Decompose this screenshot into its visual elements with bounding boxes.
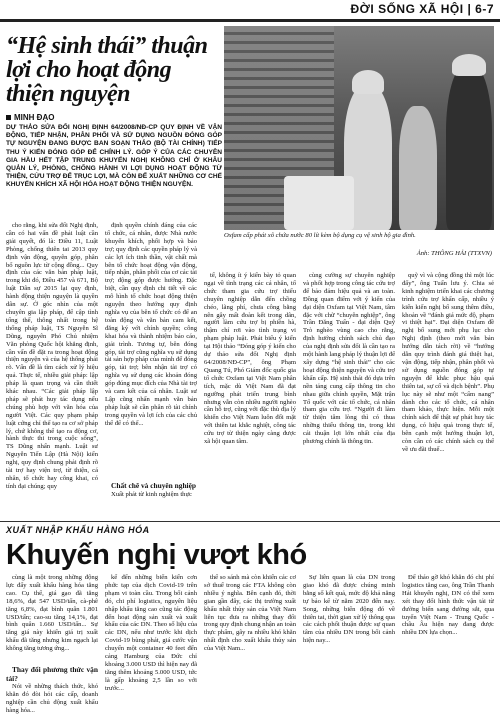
section-title: ĐỜI SỐNG XÃ HỘI <box>350 2 464 16</box>
body-text: Sự liên quan là của DN trong giao khó đã được chúng minh bằng số kết quả, mức độ khả năng tự bảo kể từ năm 2020 đến nay. Song, những biến động đó về thiên tai, thời gian xử lý thông qua các cách phối thuận được sự quan tâm của nhiều DN trong bối cảnh hiện nay... <box>303 574 395 645</box>
subheading: Thay đổi phương thức vận tải? <box>6 665 98 683</box>
byline-square-icon <box>6 115 11 120</box>
section-header <box>351 2 494 16</box>
article1-headline[interactable]: “Hệ sinh thái” thuận lợi cho hoạt động thiện nguyện <box>6 33 208 107</box>
article1-column-3 <box>204 272 296 520</box>
article1-column-5 <box>402 272 494 520</box>
article2-column-1 <box>6 574 98 726</box>
article2-body <box>6 574 494 726</box>
photo-hat-shape <box>352 70 384 94</box>
body-text: cùng là một trong những động lực đẩy xuất khẩu hàng hóa tăng cao. Cụ thể, giá gạo đã tăng 18,6%, đạt 547 USD/tấn, cà-phê tăng 6,8%, đạt bình quân 1.801 USD/tấn; cao-su tăng 14,1%, đạt bình quân 1.660 USD/tấn... Sự tăng giá này khiến giá trị xuất khẩu đã tăng nhưng kim ngạch lại không tăng tương ứng... <box>6 574 98 653</box>
byline-author: MINH ĐẠO <box>14 113 55 122</box>
article2-column-5 <box>402 574 494 726</box>
photo-person-shape <box>446 66 492 230</box>
body-text: Nói về những thách thức, khó khăn đó đòi hỏi các cấp, doanh nghiệp cần chủ động xuất khẩu hàng hóa... <box>6 683 98 714</box>
article2-column-2 <box>105 574 197 726</box>
article1-byline <box>6 113 54 122</box>
body-text: Xuất phát từ kinh nghiệm thực <box>111 490 192 498</box>
header-rule <box>0 19 500 22</box>
body-text: thể so sánh mà còn khiến các cơ sở thuế trong các FTA không còn nhiều ý nghĩa. Bên cạnh đó, thời gian gần đây, các thị trường xuất khẩu nhất thủy sản của Việt Nam liên tục đưa ra những thay đổi trong quy định chung nhận an toàn thực phẩm, gây ra nhiều khó khăn nhất định cho xuất khẩu thủy sản của Việt Nam... <box>204 574 296 653</box>
article1-column-4 <box>303 272 395 520</box>
body-text: kể đến những biến kiến cơn phức tạp của dịch Covid-19 trên phạm vi toàn cầu. Trong bối cảnh đó, chi phí logistics, nguyên liệu nhập khẩu tăng cao cũng tác động đến hoạt động sản xuất và xuất khẩu của các DN. Theo số liệu của các DN, nếu như trước khi dịch Covid-19 bùng phát, giá cước vận chuyển một container 40 feet đến cảng Hamburg của Đức chỉ khoảng 3.000 USD thì hiện nay đã tăng thêm khoảng 5.000 USD, tức là gấp khoảng 2,5 lần so với trước... <box>105 574 197 692</box>
body-text: tế, không ít ý kiến bày tỏ quan ngại về tình trạng các cá nhân, tổ chức tham gia cứu trợ thiếu chuyên nghiệp dẫn đến chồng chéo, lãng phí, chưa công bằng nên gây mất đoàn kết trong dân, người làm cứu trợ bị phiền hà, thậm chí rơi vào tình trạng vi phạm pháp luật. Phát biểu ý kiến tại Hội thảo “Đóng góp ý kiến cho dự thảo sửa đổi Nghị định 64/2008/NĐ-CP”, ông Phạm Quang Tú, Phó Giám đốc quốc gia tổ chức Oxfam tại Việt Nam phân tích, mặc dù Việt Nam đã đạt ngưỡng phát triển trung bình nhưng vẫn còn nhiều người nghèo cần hỗ trợ, cũng với đặc thù địa lý khiến cho Việt Nam luôn đối mặt với thiên tai khắc nghiệt, công tác cứu trợ từ thiện ngày càng được xã hội quan tâm. <box>204 272 296 446</box>
body-text: quỹ vì và cộng đồng thì một lúc đấy”, ông Tuấn lưu ý. Chia sẻ kinh nghiệm triển khai các chương trình cứu trợ khẩn cấp, nhiều ý kiến kiến nghị bổ sung thêm điều, khoản về “đánh giá mức độ, phạm vi thiệt hại”. Đại diện Oxfam đề nghị bổ sung mới phụ lục cho Nghị định (theo mới văn bản hướng dẫn tách rời) về “hướng dẫn quy trình đánh giá thiệt hại, vận động, tiếp nhận, phân phối và sử dụng nguồn đóng góp tự nguyện để khắc phục hậu quả thiên tai, sự cố và dịch bệnh”. Phụ lục này sẽ như một “cẩm nang” dành cho các tổ chức, cá nhân tham khảo, thực hiện. Mỗi một chính sách để thật sự phát huy tác dụng, có hiệu quả trong thực tế, bên cạnh một hướng thuận lợi, còn cần có các chính sách cụ thể về ưu đãi thuế... <box>402 272 494 453</box>
subheading: Chất chẽ và chuyên nghiệp <box>111 481 197 490</box>
photo-credit: Ảnh: THÔNG HẢI (TTXVN) <box>416 250 492 257</box>
photo-person-shape <box>399 106 437 230</box>
article2-headline[interactable]: Khuyến nghị vượt khó <box>6 539 307 571</box>
section-divider <box>0 521 500 522</box>
body-text: định quyền chính đáng của các tổ chức, cá nhân, được Nhà nước khuyến khích, phối hợp và bảo trợ; quy định các quyền pháp lý và các lợi ích tinh thần, vật chất mà bên tổ chức hoạt động vận động, tiếp nhận, phân phối của cơ các tài trợ; động góp được hưởng. Đặc biệt, cần quy định chi tiết về các mô hình tổ chức hoạt động thiện nguyện theo hướng quy định nghĩa vụ của bên tổ chức có để an toàn động và văn bản cam kết, đăng ký với chính quyền; công khai hóa và thành nhiệm báo cáo, giải trình. Tương tự, bên đóng góp, tài trợ cũng nghĩa vụ sử dụng tài sản hợp pháp của mình để đóng góp, tài trợ; bên nhận tài trợ có nghĩa vụ sử dụng các khoản đóng góp đúng mục đích của Nhà tài trợ và cam kết của cá nhân. Luật sư Lập cũng nhấn mạnh văn bản pháp luật sẽ cần phân rõ tài chính trong quyền và lợi ích của các chủ thể để có thể... <box>105 222 197 427</box>
photo-caption: Oxfam cấp phát xô chứa nước 80 lít kèm bộ dụng cụ vệ sinh hộ gia đình. <box>224 232 416 239</box>
body-text: Để tháo gỡ khó khăn đó chi phí logistics tăng cao, ông Trần Thanh Hải khuyến nghị, DN có thể xem xét thay đổi hình thức vận tải từ đường biển sang đường sắt, qua tuyến Việt Nam - Trung Quốc - châu Âu hiện nay đang được nhiều DN lựa chọn... <box>402 574 494 637</box>
article1-column-2 <box>105 222 197 520</box>
photo-hat-shape <box>452 54 486 76</box>
article1-photo <box>224 26 494 230</box>
article1-sapo: DỰ THẢO SỬA ĐỔI NGHỊ ĐỊNH 64/2008/NĐ-CP QUY ĐỊNH VỀ VẬN ĐỘNG, TIẾP NHẬN, PHÂN PHỐI VÀ SỬ DỤNG NGUỒN ĐÓNG GÓP TỰ NGUYỆN ĐANG ĐƯỢC BAN SOẠN THẢO (BỘ TÀI CHÍNH) TIẾP THU Ý KIẾN ĐÓNG GÓP ĐỂ CHỈNH LÝ. GÓP Ý CỦA CÁC CHUYÊN GIA HẦU HẾT TẬP TRUNG KHUYẾN NGHỊ KHÔNG CHỈ Ở KHÂU QUẢN LÝ, PHÒNG, CHỐNG HÀNH VI LỢI DỤNG HOẠT ĐỘNG TỪ THIỆN, CỨU TRỢ ĐỂ TRỤC LỢI, MÀ CÒN ĐỂ XUẤT NHỮNG CƠ CHẾ KHUYẾN KHÍCH XÃ HỘI HÓA HOẠT ĐỘNG THIỆN NGUYỆN. <box>6 124 222 189</box>
body-text: cùng cường sự chuyên nghiệp và phối hợp trong công tác cứu trợ để bảo đảm hiệu quả và an toàn. Đồng quan điểm với ý kiến của đại diện Oxfam tại Việt Nam, tâm đặc với chữ “chuyên nghiệp”, ông Trần Đăng Tuấn - đại diện Quỹ Trò nghèo vùng cao cho rằng, định hướng chính sách chủ đạo của nghị định sửa đổi là cần tạo ra một hành lang pháp lý thuận lợi để xây dựng “hệ sinh thái” cho các hoạt động thiện nguyện và cứu trợ khẩn cấp. Hệ sinh thái đó dựa trên nền tảng cung cấp thông tin cho nhau giữa chính quyền, Mặt trận Tổ quốc với các tổ chức, cá nhân tham gia cứu trợ. “Người đi làm từ thiện tâm lòng thì có thua những thiếu thông tin, trong khi cái thuận lợi lớn nhất của địa phương chính là thông tin. <box>303 272 395 446</box>
article1-body <box>6 222 494 520</box>
page-number-badge: | <box>467 2 476 16</box>
body-text: cho rằng, khi sửa đổi Nghị định, cần có hai vấn đề phải luật cần giải quyết, đó là: Điều 11, Luật Phòng, chống thiên tai 2013 quy định vận động, quyên góp, phân bổ nguồn lực từ cộng đồng... Quy định của các văn bản pháp luật, trong khi đó, Điều 457 và 671, Bộ luật Dân sự 2015 lại quy định, hành động thiện nguyện là quyền dân sự. Ở góc nhìn của một chuyên gia lập pháp, để cập tình tổng thể, thông nhất trong hệ thống pháp luật, TS Nguyễn Sĩ Dũng, nguyên Phó Chủ nhiệm Văn phòng Quốc hội khẳng định, cần vấn đề đặt ra trong hoạt động thiện nguyện và của hệ thống phải rõ. Vấn đề là tìm cách xử lý hiệu quả. Thực tế, nhiều giải pháp: lập pháp là quan trọng và cần thiết khác nhau. “Các giải pháp lập pháp sẽ phát huy tác dụng nếu chúng phù hợp với văn hóa của người Việt. Các quy phạm pháp luật cứng chỉ thể tạo ra cơ sở pháp lý, chứ không thể tạo ra động cơ, hành thực thi trong cuộc sống”, TS Dũng nhấn mạnh. Luật sư Nguyễn Tiến Lập (Hà Nội) kiến nghị, quy định chung phải định rõ tài trợ hay viện trợ, từ thiện, cá nhân, tổ chức hay công khai, có tính đại chúng; quy <box>6 222 98 490</box>
article2-kicker: XUẤT NHẬP KHẨU HÀNG HÓA <box>6 525 150 535</box>
article2-column-4 <box>303 574 395 726</box>
page-numbers: 6-7 <box>475 2 494 16</box>
article2-column-3 <box>204 574 296 726</box>
article1-column-1 <box>6 222 98 520</box>
